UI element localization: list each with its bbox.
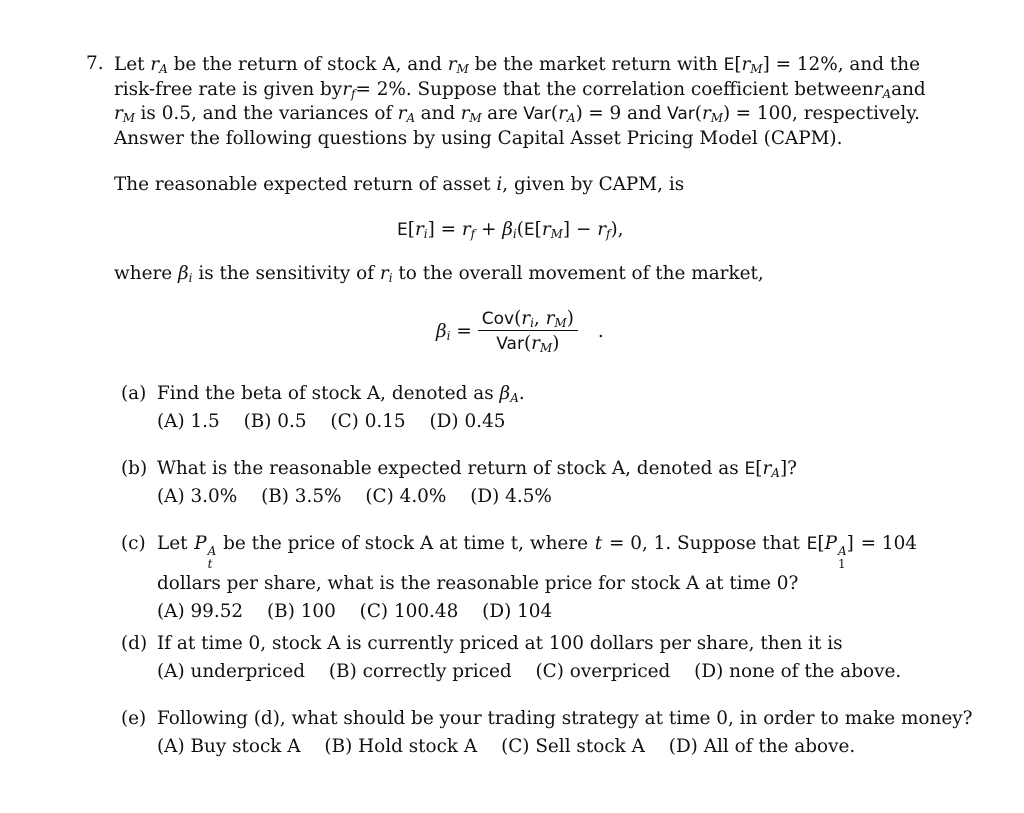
capm-equation: $E[r_i] = r_f + \beta_i(E[r_M] - r_f)$, (397, 219, 624, 241)
question-d: (d) If at time 0, stock A is currently priced at 100 dollars per share, then it is (A) underpriced (B) correctly priced (C) overpriced (D) none of the above. (121, 633, 902, 682)
option[interactable]: (D) 0.45 (429, 411, 506, 432)
question-a: (a) Find the beta of stock A, denoted as $\beta_A$. (A) 1.5 (B) 0.5 (C) 0.15 (D) 0.45 (121, 383, 525, 432)
beta-equation: $\beta_i$ = $\frac{Cov(r_i, r_M)}{Var(r_M)}$ . (436, 308, 604, 355)
option[interactable]: (B) 100 (267, 601, 336, 622)
question-a-options (157, 411, 525, 432)
capm-lead: The reasonable expected return of asset i, given by CAPM, is (114, 174, 685, 195)
option[interactable]: (A) 1.5 (157, 411, 220, 432)
intro-line-2: risk-free rate is given by $r_f$ = 2%. Suppose that the correlation coefficient between $r_A$ and (114, 78, 926, 101)
question-b-label: (b) (121, 458, 148, 479)
question-e-options (157, 736, 972, 757)
option[interactable]: (C) 100.48 (359, 601, 459, 622)
question-b: (b) What is the reasonable expected return of stock A, denoted as $E[r_A]$? (A) 3.0% (B) 3.5% (C) 4.0% (D) 4.5% (121, 458, 797, 507)
option[interactable]: (C) 4.0% (365, 486, 447, 507)
option[interactable]: (C) overpriced (535, 661, 671, 682)
option[interactable]: (D) All of the above. (668, 736, 856, 757)
question-c-label: (c) (121, 533, 146, 554)
question-c: (c) Let P A t be the price of stock A at time t, where t = 0, 1. Suppose that E[P A 1 ] = 104 dollars per share, what is the reasonable price for stock A at time 0? (A) 99.52 (B) 100 (C) 100.48 (D) 104 (121, 533, 917, 622)
question-e: (e) Following (d), what should be your trading strategy at time 0, in order to make money? (A) Buy stock A (B) Hold stock A (C) Sell stock A (D) All of the above. (121, 708, 973, 757)
question-e-label: (e) (121, 708, 147, 729)
beta-fraction: $\frac{Cov(r_i, r_M)}{Var(r_M)}$ (478, 308, 578, 354)
question-c-options (157, 601, 917, 622)
intro-line-4: Answer the following questions by using Capital Asset Pricing Model (CAPM). (114, 127, 843, 149)
question-b-options (157, 486, 797, 507)
option[interactable]: (C) Sell stock A (501, 736, 645, 757)
option[interactable]: (B) 3.5% (261, 486, 342, 507)
beta-definition-text: where $\beta_i$ is the sensitivity of $r_i$ to the overall movement of the market, (114, 263, 764, 285)
problem-number: 7. (86, 53, 104, 74)
option[interactable]: (B) 0.5 (243, 411, 307, 432)
question-d-label: (d) (121, 633, 148, 654)
option[interactable]: (A) 3.0% (157, 486, 238, 507)
option[interactable]: (A) Buy stock A (157, 736, 301, 757)
option[interactable]: (D) none of the above. (694, 661, 902, 682)
option[interactable]: (A) 99.52 (157, 601, 244, 622)
intro-line-1: Let $r_A$ be the return of stock A, and $r_M$ be the market return with $E[r_M]$ = 12%, and the (114, 54, 920, 76)
option[interactable]: (B) correctly priced (328, 661, 512, 682)
option[interactable]: (D) 4.5% (470, 486, 552, 507)
option[interactable]: (C) 0.15 (330, 411, 406, 432)
intro-line-3: $r_M$ is 0.5, and the variances of $r_A$ and $r_M$ are $Var(r_A)$ = 9 and $Var(r_M)$ = 100, respectively. (114, 103, 920, 125)
question-a-label: (a) (121, 383, 147, 404)
option[interactable]: (D) 104 (482, 601, 553, 622)
option[interactable]: (A) underpriced (157, 661, 306, 682)
option[interactable]: (B) Hold stock A (324, 736, 478, 757)
question-d-options (157, 661, 901, 682)
problem-intro (114, 53, 926, 151)
